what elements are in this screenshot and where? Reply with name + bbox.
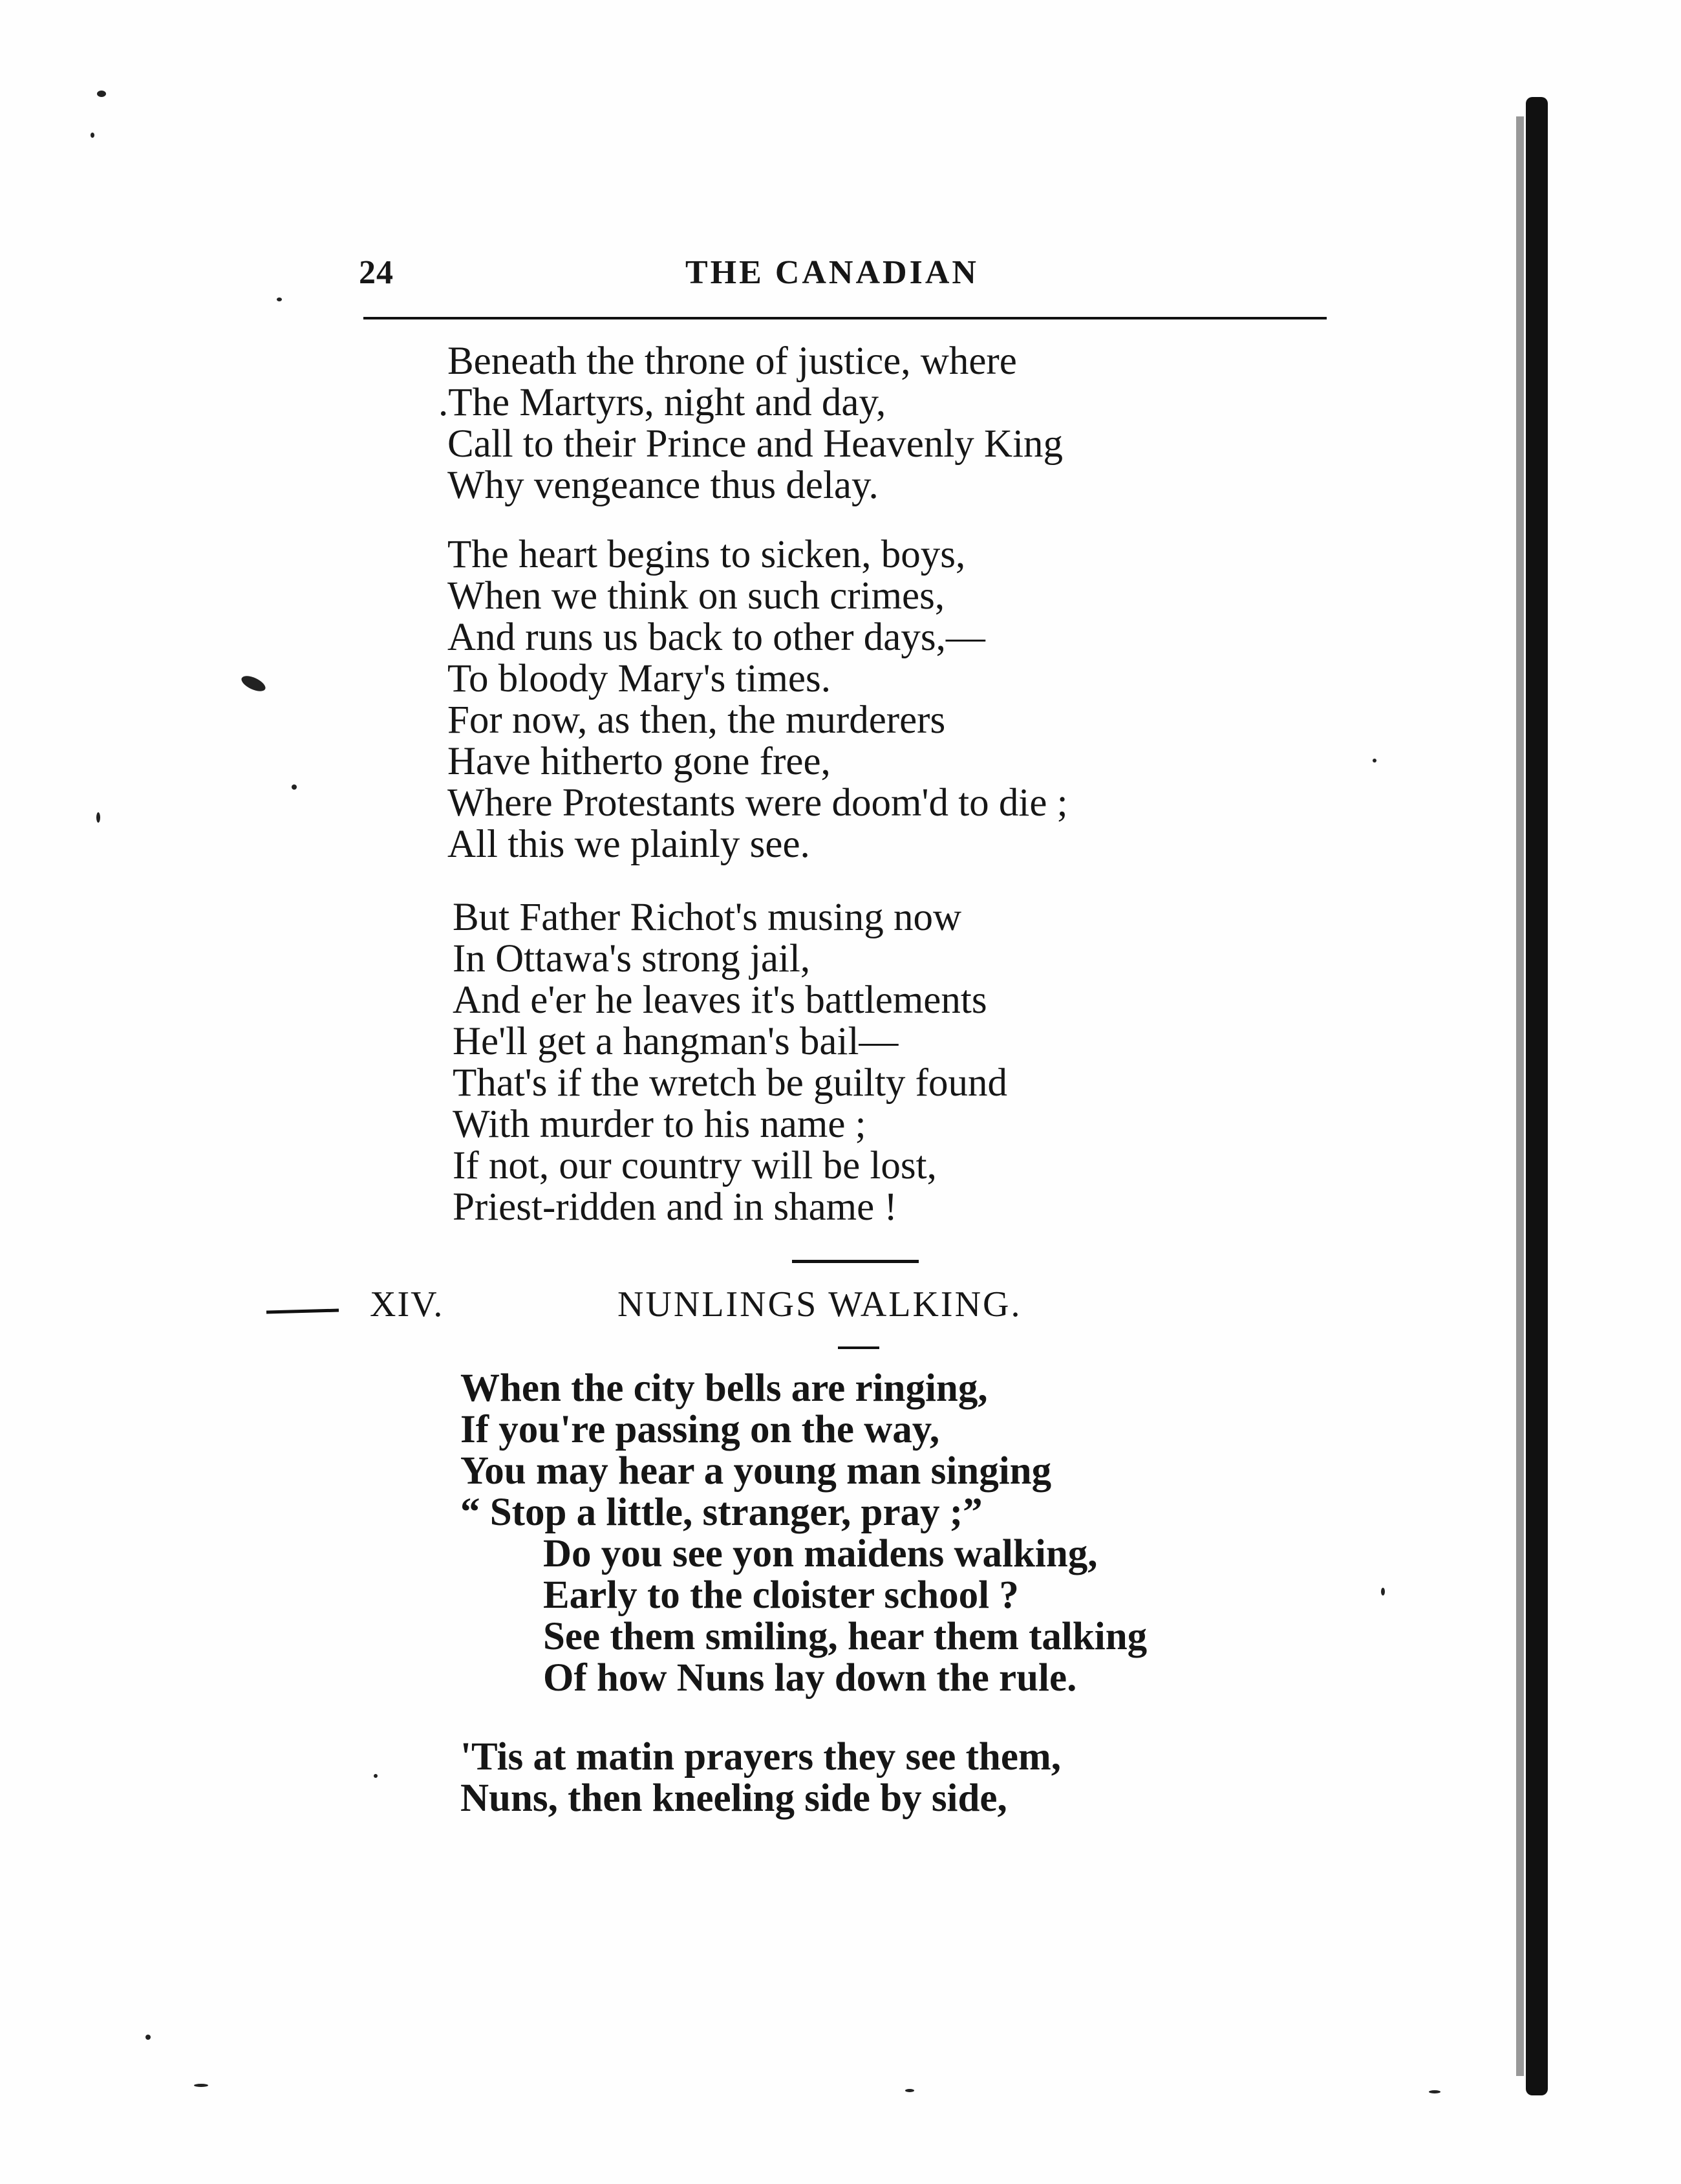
page-number: 24 (359, 254, 394, 291)
poem-line: And runs us back to other days,— (447, 616, 985, 659)
poem-line: That's if the wretch be guilty found (453, 1061, 1007, 1105)
scan-speck (96, 812, 100, 823)
scan-speck (145, 2035, 151, 2040)
poem-line-indented: See them smiling, hear them talking (543, 1615, 1148, 1658)
poem-line: Call to their Prince and Heavenly King (447, 422, 1064, 466)
scan-speck (194, 2084, 208, 2087)
poem-line: He'll get a hangman's bail— (453, 1020, 899, 1063)
binding-shadow (1516, 116, 1524, 2076)
poem-line: Where Protestants were doom'd to die ; (447, 781, 1068, 825)
poem-line: When we think on such crimes, (447, 574, 945, 618)
stanza-4 (460, 1368, 1147, 1699)
section-number: XIV. (370, 1284, 444, 1324)
scan-speck (1373, 759, 1376, 762)
scan-speck (1429, 2090, 1440, 2093)
poem-line: And e'er he leaves it's battlements (453, 978, 987, 1022)
poem-line-indented: Early to the cloister school ? (543, 1573, 1019, 1617)
running-title: THE CANADIAN (685, 254, 979, 291)
poem-line: .The Martyrs, night and day, (438, 381, 886, 424)
poem-line: Have hitherto gone free, (447, 740, 831, 783)
scan-speck (239, 673, 268, 694)
poem-line: Priest-ridden and in shame ! (453, 1185, 897, 1229)
poem-line: If not, our country will be lost, (453, 1144, 937, 1187)
section-divider (792, 1260, 919, 1263)
poem-line: For now, as then, the murderers (447, 698, 946, 742)
poem-line: When the city bells are ringing, (460, 1367, 988, 1410)
scan-speck (292, 784, 297, 790)
header-rule (363, 317, 1327, 319)
poem-line-indented: Do you see yon maidens walking, (543, 1532, 1098, 1575)
stanza-5 (460, 1736, 1061, 1819)
poem-line: All this we plainly see. (447, 823, 810, 866)
poem-line: 'Tis at matin prayers they see them, (460, 1735, 1061, 1779)
poem-line: In Ottawa's strong jail, (453, 937, 811, 980)
poem-line: If you're passing on the way, (460, 1408, 940, 1451)
scan-speck (97, 91, 106, 97)
poem-line-indented: Of how Nuns lay down the rule. (543, 1656, 1077, 1700)
poem-line: But Father Richot's musing now (453, 896, 962, 939)
scan-speck (91, 133, 94, 138)
book-spine-edge (1526, 97, 1548, 2095)
poem-line: Beneath the throne of justice, where (447, 340, 1017, 383)
scan-speck (1381, 1588, 1385, 1595)
poem-line: To bloody Mary's times. (447, 657, 831, 700)
poem-line: With murder to his name ; (453, 1103, 866, 1146)
stanza-3 (453, 897, 1007, 1228)
scan-speck (277, 297, 282, 301)
scan-speck (905, 2089, 914, 2092)
poem-line: Why vengeance thus delay. (447, 464, 879, 507)
margin-dash (266, 1309, 339, 1314)
poem-line: Nuns, then kneeling side by side, (460, 1777, 1007, 1820)
section-title: NUNLINGS WALKING. (617, 1284, 1022, 1324)
poem-line: “ Stop a little, stranger, pray ;” (460, 1491, 983, 1534)
stanza-1 (438, 340, 1064, 507)
poem-line: The heart begins to sicken, boys, (447, 533, 966, 576)
poem-line: You may hear a young man singing (460, 1449, 1052, 1493)
scan-speck (374, 1774, 378, 1778)
stanza-2 (447, 534, 1068, 865)
title-underline (838, 1346, 879, 1349)
